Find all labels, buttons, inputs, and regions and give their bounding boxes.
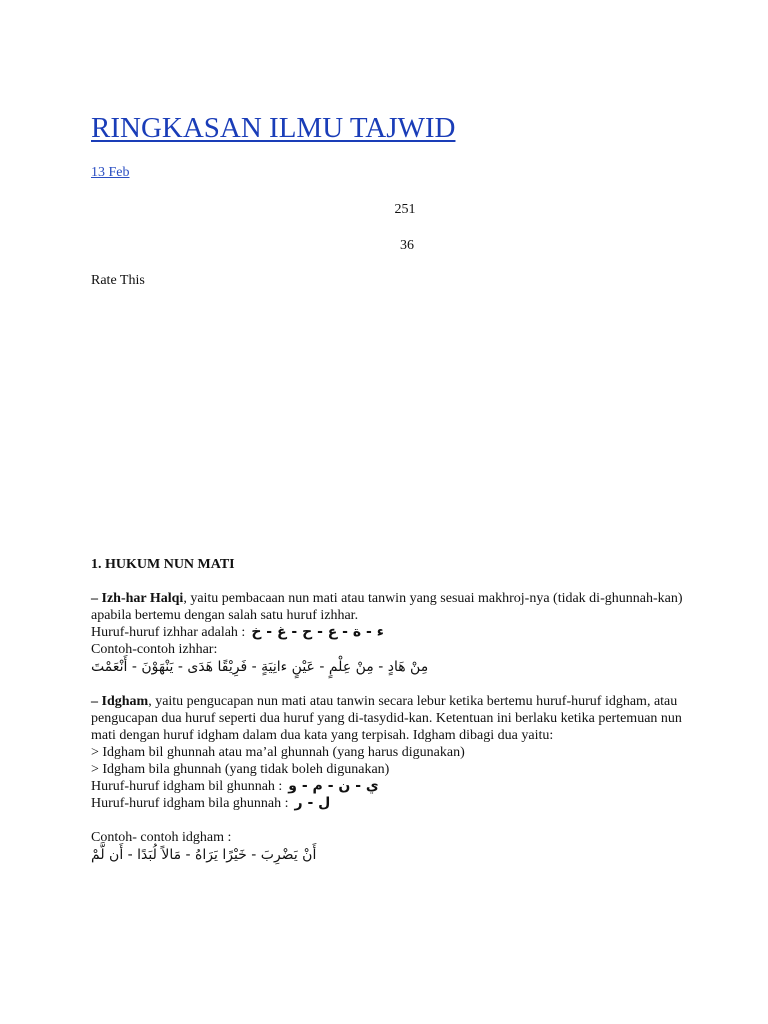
- idgham-bil-label: Huruf-huruf idgham bil ghunnah :: [91, 779, 283, 794]
- izhhar-examples-label: Contoh-contoh izhhar:: [91, 642, 218, 657]
- article-body: [91, 556, 691, 864]
- rating-count-primary: 251: [394, 202, 416, 217]
- izhhar-term: – Izh-har Halqi: [91, 591, 184, 606]
- idgham-paragraph: [91, 693, 691, 744]
- izhhar-letters-arabic: ء - ة - ع - ح - غ - خ: [251, 624, 384, 640]
- rating-count-secondary: 36: [400, 238, 414, 253]
- rate-this-label[interactable]: Rate This: [91, 273, 145, 288]
- idgham-type-1: > Idgham bil ghunnah atau ma’al ghunnah (yang harus digunakan): [91, 745, 465, 760]
- izhhar-paragraph: [91, 590, 691, 624]
- idgham-examples-arabic: أَنْ يَضْرِبَ - خَيْرًا يَرَاهُ - مَالاً لُبَدًا - أَن لَّمْ: [91, 847, 317, 863]
- idgham-bila-line: [91, 795, 691, 812]
- izhhar-letters-line: [91, 624, 691, 641]
- idgham-bil-line: [91, 778, 691, 795]
- post-date-link[interactable]: 13 Feb: [91, 165, 130, 180]
- idgham-bil-arabic: ي - ن - م - و: [288, 778, 379, 794]
- section-heading: 1. HUKUM NUN MATI: [91, 557, 235, 572]
- izhhar-examples-arabic: مِنْ هَادٍ - مِنْ عِلْمٍ - عَيْنٍ ءانِيَةٍ - فَرِيْقًا هَدَى - يَنْهَوْنَ - أَنْعَمْتَ: [91, 659, 429, 675]
- izhhar-letters-label: Huruf-huruf izhhar adalah :: [91, 625, 246, 640]
- idgham-bila-arabic: ل - ر: [294, 795, 331, 811]
- post-title-link[interactable]: RINGKASAN ILMU TAJWID: [91, 112, 456, 144]
- idgham-term: – Idgham: [91, 694, 149, 709]
- idgham-examples-label: Contoh- contoh idgham :: [91, 830, 232, 845]
- idgham-definition: , yaitu pengucapan nun mati atau tanwin secara lebur ketika bertemu huruf-huruf idgham, atau pengucapan dua huruf seperti dua huruf yang di-tasydid-kan. Ketentuan ini berlaku ketika pertemuan nun mati dengan huruf idgham dalam dua kata yang terpisah. Idgham dibagi dua yaitu:: [91, 694, 682, 743]
- idgham-type-2: > Idgham bila ghunnah (yang tidak boleh digunakan): [91, 762, 390, 777]
- izhhar-definition: , yaitu pembacaan nun mati atau tanwin yang sesuai makhroj-nya (tidak di-ghunnah-kan) apabila bertemu dengan salah satu huruf izhhar.: [91, 591, 683, 623]
- idgham-bila-label: Huruf-huruf idgham bila ghunnah :: [91, 796, 289, 811]
